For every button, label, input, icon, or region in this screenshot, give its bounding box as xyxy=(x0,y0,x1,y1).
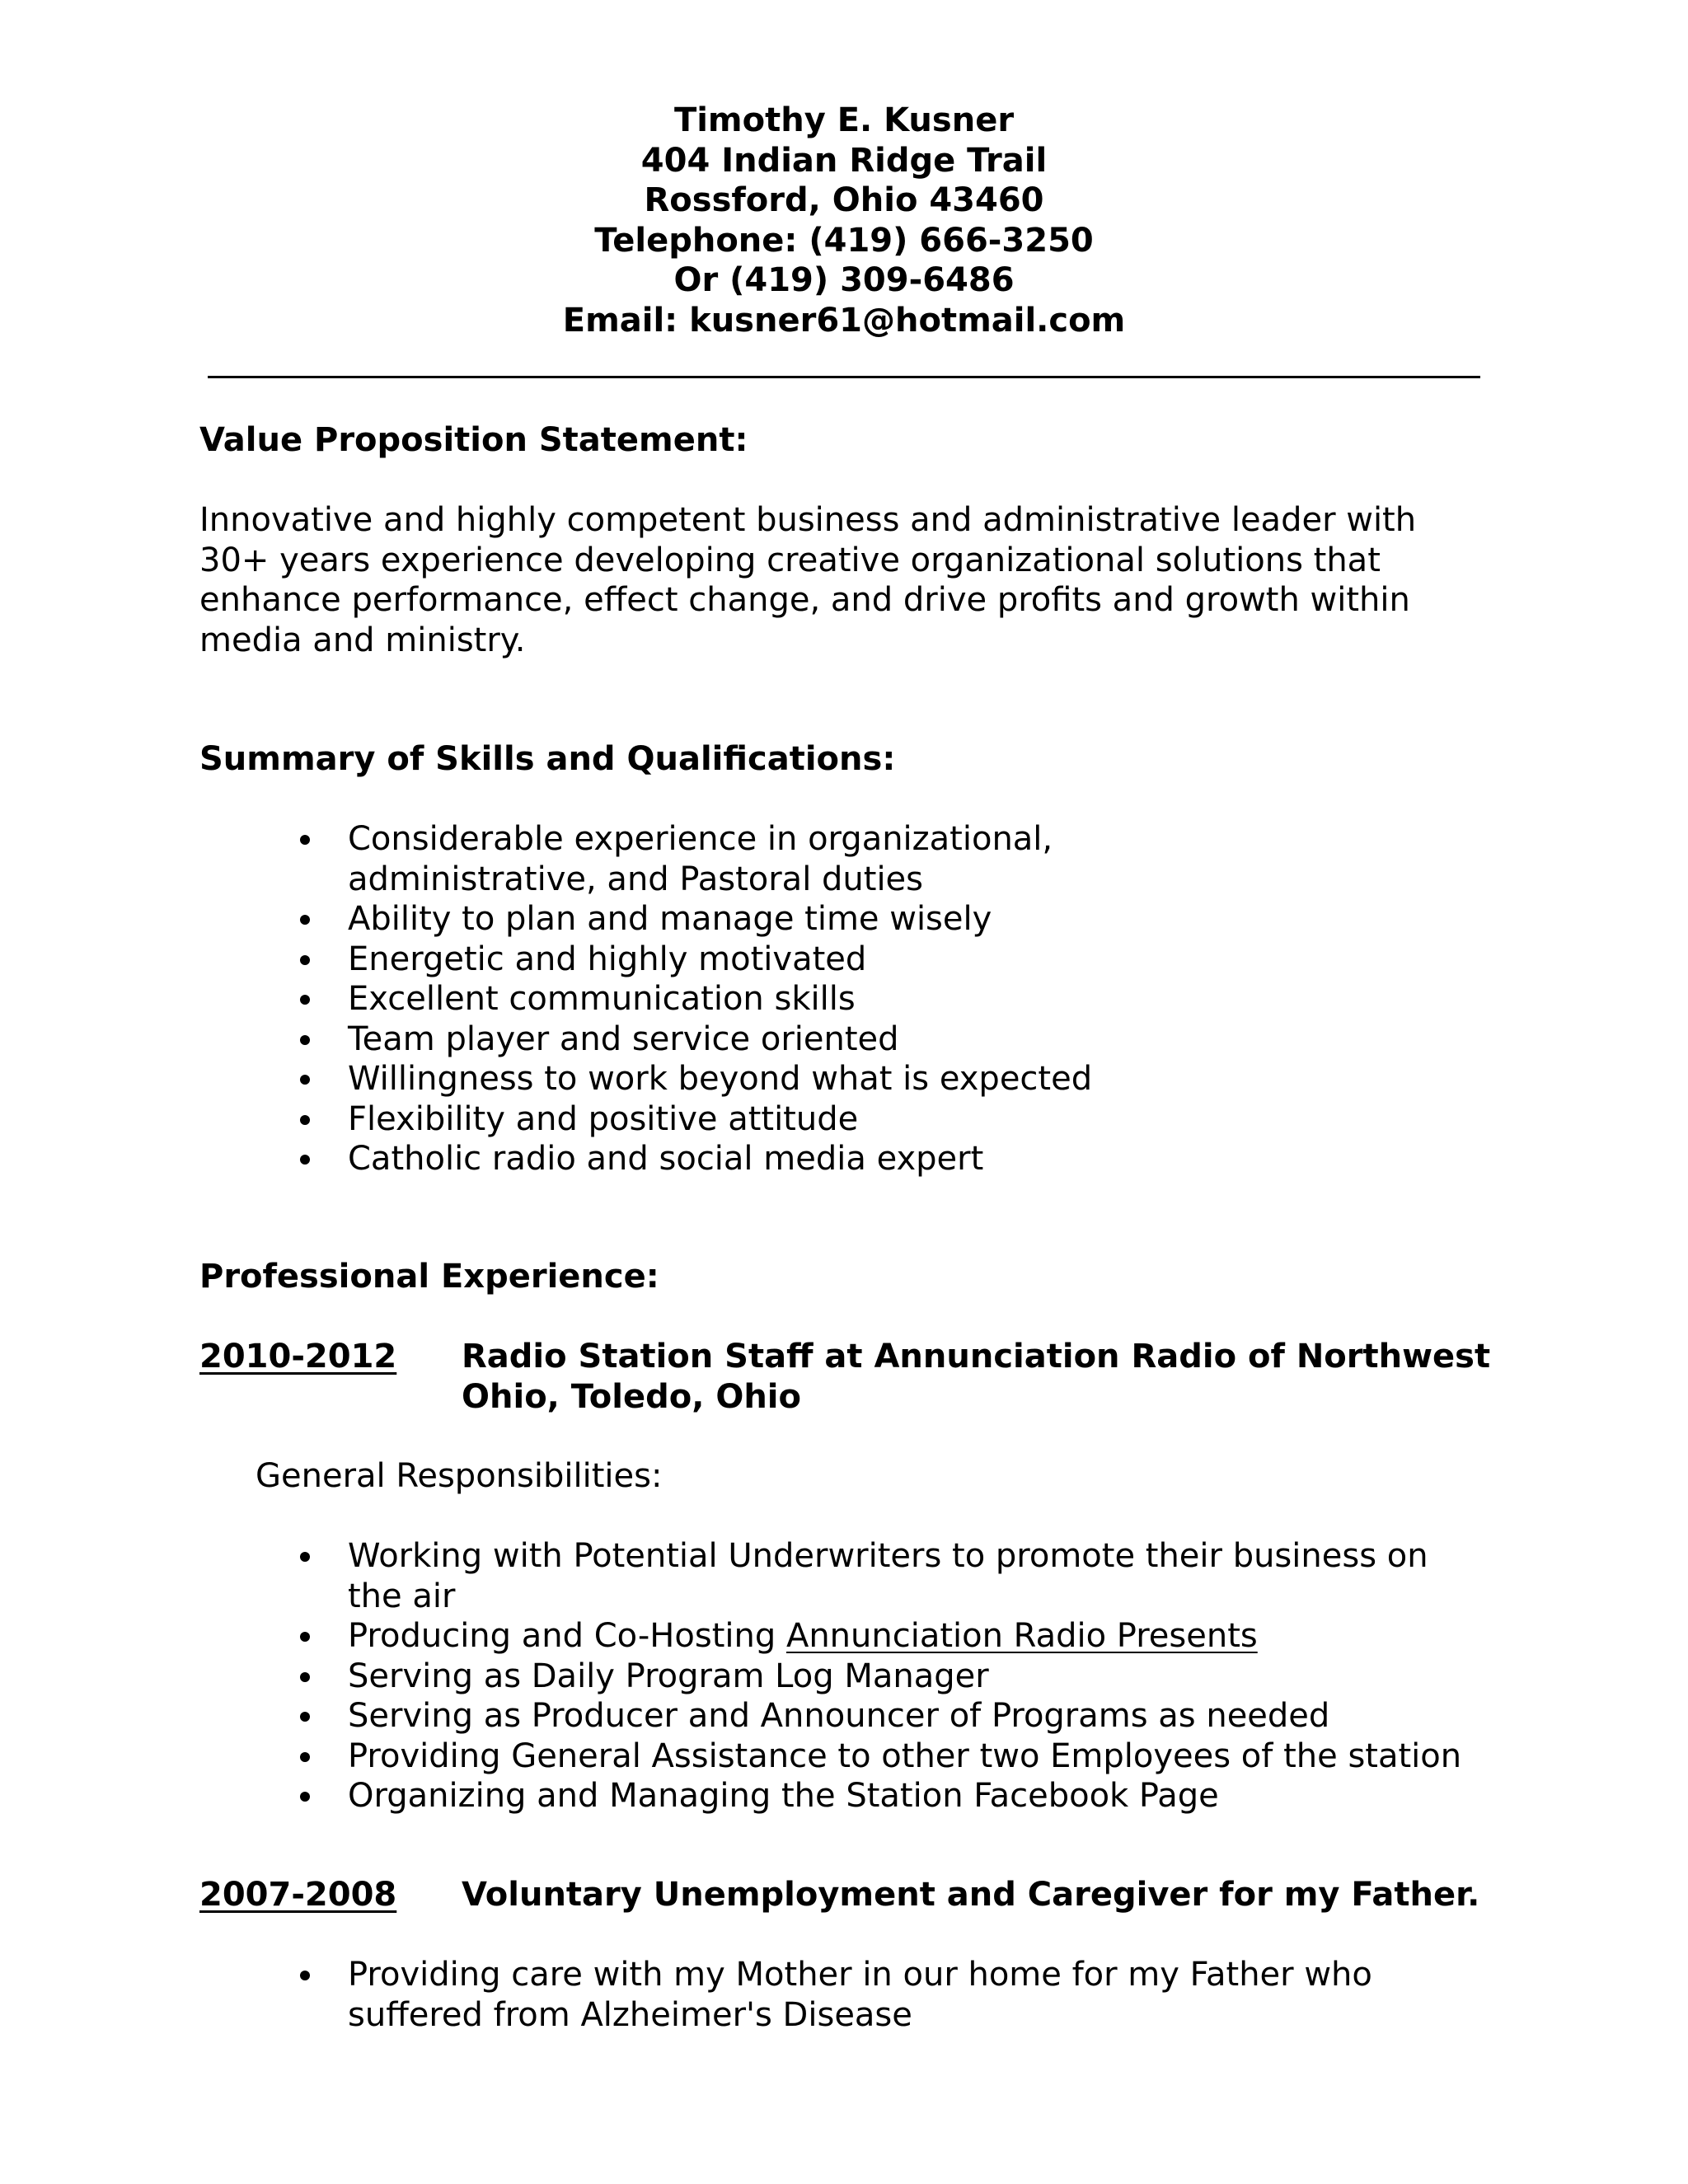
duties-list xyxy=(0,1536,1461,1816)
list-item: Energetic and highly motivated xyxy=(0,940,1092,980)
header-divider xyxy=(208,376,1480,378)
bullet-icon xyxy=(300,1632,310,1642)
value-proposition-line: Innovative and highly competent business and administrative leader with xyxy=(199,501,1417,539)
bullet-icon xyxy=(300,1115,310,1125)
value-proposition-line: 30+ years experience developing creative organizational solutions that xyxy=(199,541,1381,579)
bullet-icon xyxy=(300,1712,310,1722)
bullet-icon xyxy=(300,1752,310,1762)
list-item: Serving as Producer and Announcer of Programs as needed xyxy=(0,1696,1461,1736)
list-item: Organizing and Managing the Station Facebook Page xyxy=(0,1776,1461,1816)
list-item: Flexibility and positive attitude xyxy=(0,1099,1092,1140)
list-item: Working with Potential Underwriters to promote their business on the air xyxy=(0,1536,1461,1616)
duties-list xyxy=(0,1955,1372,2035)
bullet-icon xyxy=(300,1155,310,1165)
bullet-icon xyxy=(300,835,310,845)
city-state-zip: Rossford, Ohio 43460 xyxy=(644,181,1044,219)
bullet-icon xyxy=(300,995,310,1005)
list-item: Producing and Co-Hosting Annunciation Radio Presents xyxy=(0,1616,1461,1657)
list-item: Willingness to work beyond what is expected xyxy=(0,1059,1092,1099)
job-title: Radio Station Staff at Annunciation Radio of Northwest Ohio, Toledo, Ohio xyxy=(462,1338,1491,1416)
bullet-icon xyxy=(300,1792,310,1802)
job-title: Voluntary Unemployment and Caregiver for my Father. xyxy=(462,1876,1480,1914)
program-title: Annunciation Radio Presents xyxy=(785,1617,1258,1655)
applicant-name: Timothy E. Kusner xyxy=(673,101,1015,139)
list-item: Providing care with my Mother in our home for my Father who suffered from Alzheimer's Disease xyxy=(0,1955,1372,2035)
telephone: Telephone: (419) 666-3250 xyxy=(594,221,1094,260)
bullet-icon xyxy=(300,1672,310,1682)
skills-list xyxy=(0,819,1092,1179)
bullet-icon xyxy=(300,955,310,965)
list-item: Ability to plan and manage time wisely xyxy=(0,899,1092,940)
value-proposition-text xyxy=(199,500,1416,660)
responsibilities-subheading: General Responsibilities: xyxy=(256,1457,663,1495)
contact-header xyxy=(0,101,1688,340)
bullet-icon xyxy=(300,915,310,925)
value-proposition-heading: Value Proposition Statement: xyxy=(199,421,748,459)
value-proposition-line: enhance performance, effect change, and drive profits and growth within xyxy=(199,581,1410,619)
job-date: 2010-2012 xyxy=(199,1338,397,1376)
bullet-icon xyxy=(300,1075,310,1085)
bullet-icon xyxy=(300,1971,310,1980)
bullet-icon xyxy=(300,1035,310,1045)
list-item: Catholic radio and social media expert xyxy=(0,1139,1092,1179)
value-proposition-line: media and ministry. xyxy=(199,621,526,659)
list-item: Providing General Assistance to other two Employees of the station xyxy=(0,1736,1461,1777)
list-item: Serving as Daily Program Log Manager xyxy=(0,1657,1461,1697)
list-item: Team player and service oriented xyxy=(0,1019,1092,1060)
skills-heading: Summary of Skills and Qualifications: xyxy=(199,740,896,778)
alternate-phone: Or (419) 309-6486 xyxy=(673,261,1015,299)
list-item: Considerable experience in organizational, administrative, and Pastoral duties xyxy=(0,819,1092,899)
experience-heading: Professional Experience: xyxy=(199,1258,659,1296)
bullet-icon xyxy=(300,1552,310,1562)
email: Email: kusner61@hotmail.com xyxy=(562,301,1126,340)
job-date: 2007-2008 xyxy=(199,1876,397,1914)
list-item: Excellent communication skills xyxy=(0,979,1092,1019)
street-address: 404 Indian Ridge Trail xyxy=(640,141,1048,180)
